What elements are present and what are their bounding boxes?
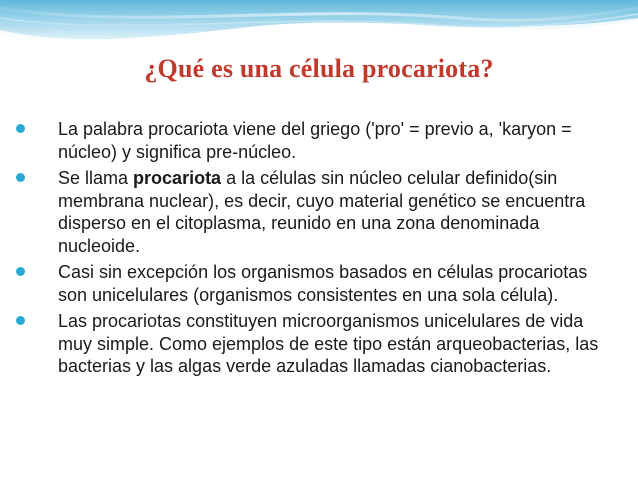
- bullet-text-before: Se llama: [58, 168, 134, 188]
- bullet-text-after: a la células sin núcleo celular definido(sin membrana nuclear), es decir, cuyo material genético se encuentra disperso en el citoplasma, reunido en una zona denominada nucleoide.: [58, 168, 586, 256]
- bullet-text: Las procariotas constituyen microorganismos unicelulares de vida muy simple. Como ejemplos de este tipo están arqueobacterias, las bacterias y las algas verde azuladas llamadas cianobacterias.: [58, 311, 599, 376]
- list-item: [16, 261, 616, 306]
- bullet-text: La palabra procariota viene del griego ('pro' = previo a, 'karyon = núcleo) y significa pre-núcleo.: [58, 119, 572, 162]
- list-item: [16, 118, 616, 163]
- list-item: [16, 167, 616, 257]
- bullet-text-bold: procariota: [133, 168, 222, 188]
- bullet-text: Casi sin excepción los organismos basados en células procariotas son unicelulares (organismos consistentes en una sola célula).: [58, 262, 588, 305]
- list-item: [16, 310, 616, 378]
- slide-title: ¿Qué es una célula procariota?: [144, 54, 494, 83]
- bullet-icon: [16, 173, 25, 182]
- bullet-icon: [16, 267, 25, 276]
- bullet-icon: [16, 124, 25, 133]
- bullet-list: [16, 118, 616, 382]
- decorative-top-band: [0, 0, 638, 50]
- bullet-icon: [16, 316, 25, 325]
